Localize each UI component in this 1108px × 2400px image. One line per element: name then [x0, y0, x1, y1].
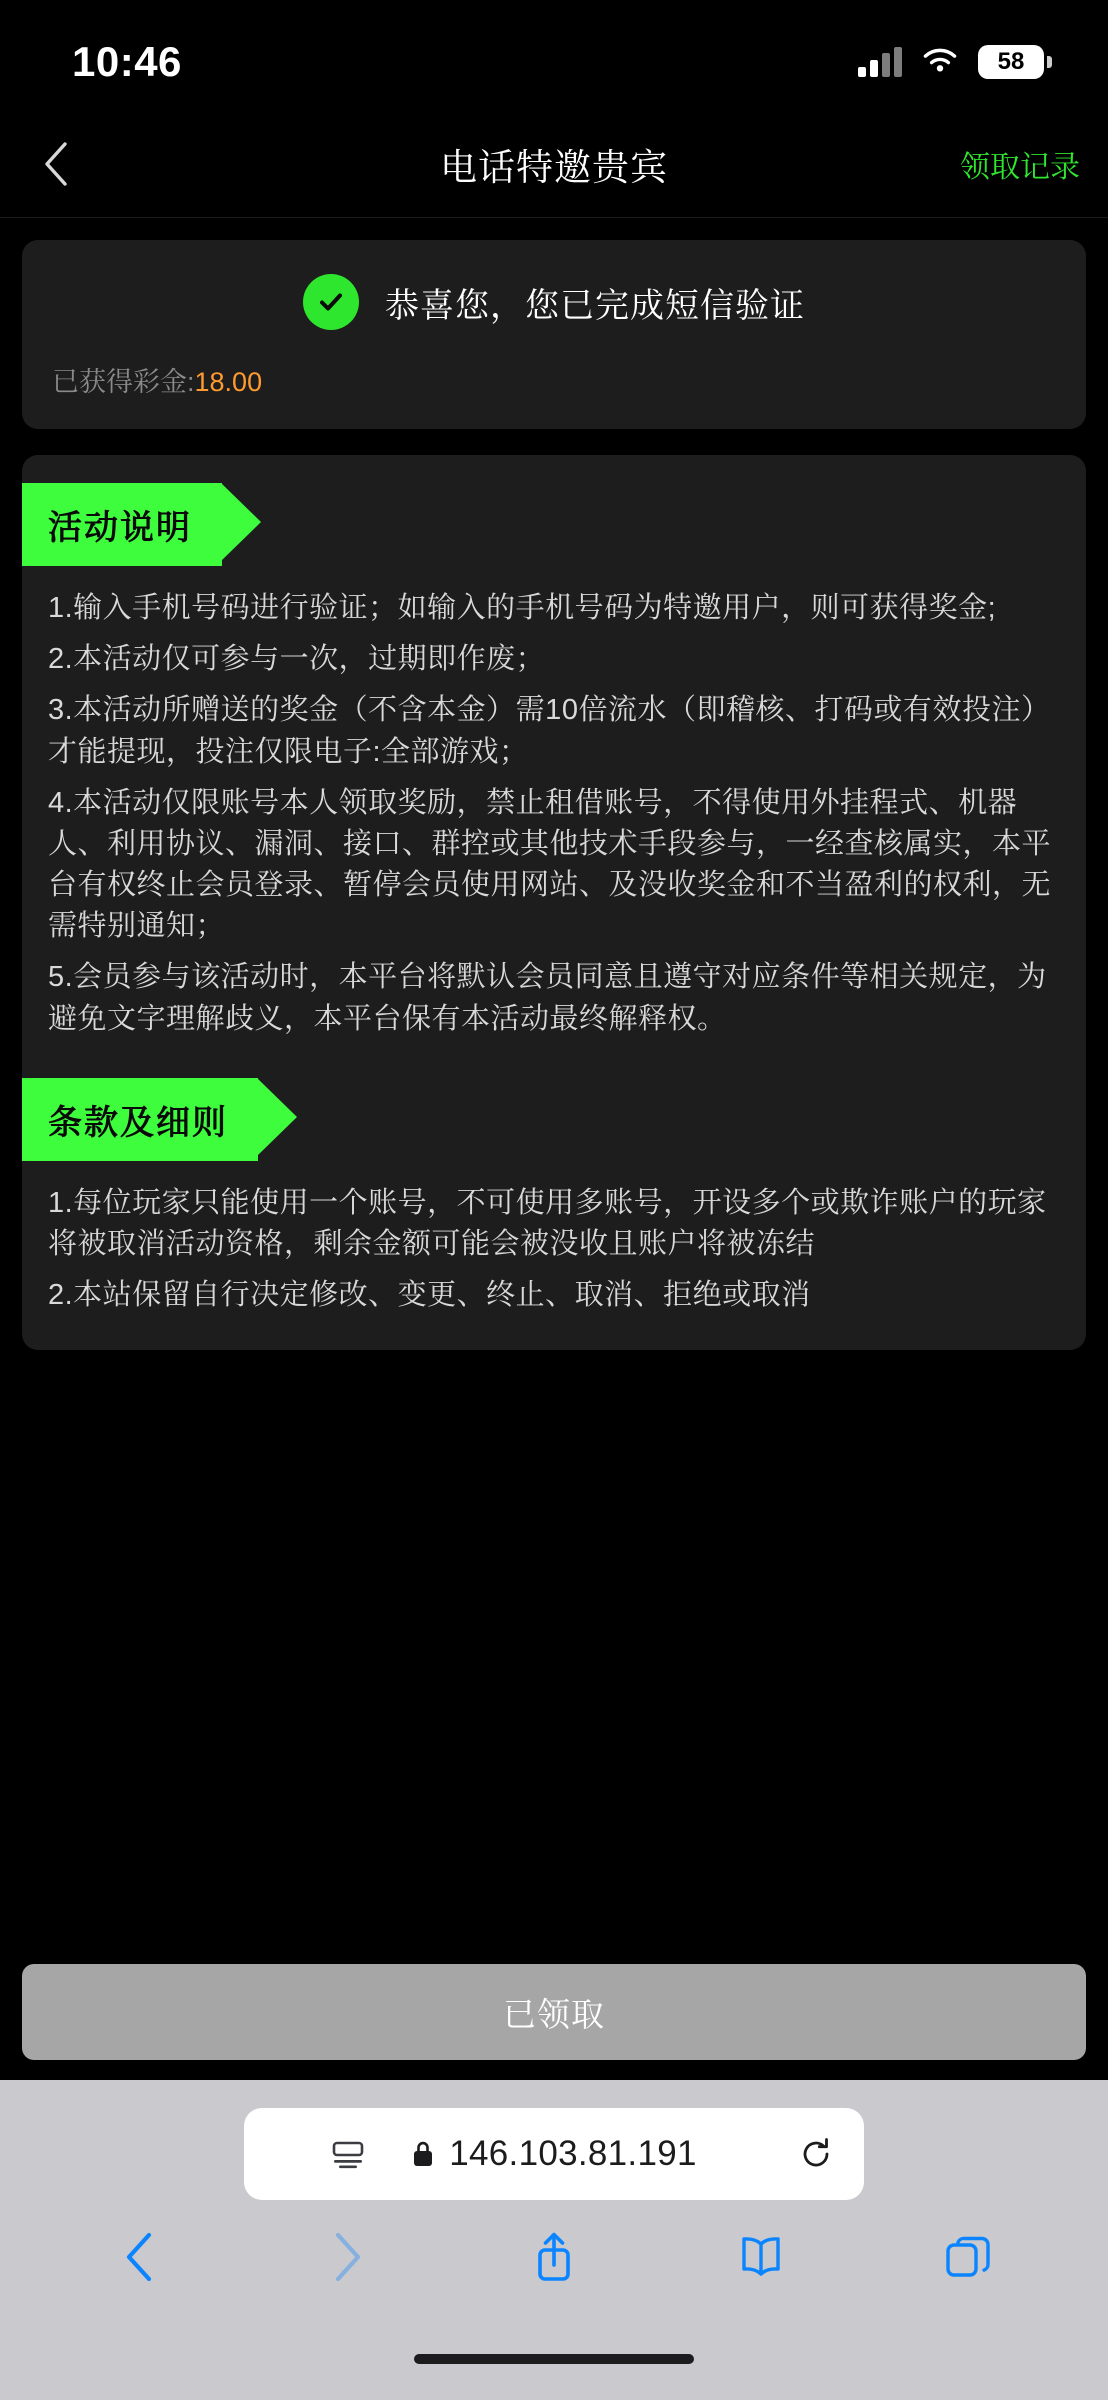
tabs-button[interactable] [928, 2217, 1008, 2297]
verification-result-header [52, 274, 1056, 330]
cellular-signal-icon [858, 47, 902, 77]
navigation-bar [0, 110, 1108, 218]
status-bar [0, 0, 1108, 110]
bookmarks-button[interactable] [721, 2217, 801, 2297]
forward-button[interactable] [307, 2217, 387, 2297]
section-title-activity-rules: 活动说明 [22, 483, 222, 566]
claim-button[interactable]: 已领取 [22, 1964, 1086, 2060]
reload-icon[interactable] [794, 2132, 838, 2176]
url-text: 146.103.81.191 [449, 2134, 697, 2173]
rule-line: 1.输入手机号码进行验证；如输入的手机号码为特邀用户，则可获得奖金; [48, 592, 997, 624]
address-bar[interactable] [244, 2108, 864, 2200]
rule-line: 5.会员参与该活动时，本平台将默认会员同意且遵守对应条件等相关规定，为避免文字理解歧义，本平台保有本活动最终解释权。 [48, 961, 1047, 1035]
home-indicator-area [0, 2350, 1108, 2400]
battery-level: 58 [997, 48, 1025, 75]
browser-toolbar [0, 2202, 1108, 2312]
bonus-amount-label: 已获得彩金: [52, 367, 195, 397]
back-button[interactable] [100, 2217, 180, 2297]
rule-line: 3.本活动所赠送的奖金（不含本金）需10倍流水（即稽核、打码或有效投注）才能提现，投注仅限电子:全部游戏； [48, 694, 1051, 768]
cta-container [0, 1940, 1108, 2080]
verification-result-card [22, 240, 1086, 429]
activity-rules-text [22, 588, 1086, 1040]
battery-icon [978, 45, 1044, 79]
page-settings-icon[interactable] [318, 2124, 378, 2184]
rule-line: 2.本活动仅可参与一次，过期即作废； [48, 643, 546, 676]
bonus-amount-value: 18.00 [194, 367, 263, 397]
back-button[interactable] [26, 134, 86, 194]
url-row [0, 2106, 1108, 2202]
status-time: 10:46 [72, 38, 182, 85]
lock-icon [411, 2139, 435, 2169]
terms-line: 1.每位玩家只能使用一个账号，不可使用多账号，开设多个或欺诈账户的玩家将被取消活动资格，剩余金额可能会被没收且账户将被冻结 [48, 1186, 1047, 1260]
verification-message: 恭喜您，您已完成短信验证 [385, 286, 805, 325]
terms-line: 2.本站保留自行决定修改、变更、终止、取消、拒绝或取消 [48, 1279, 811, 1312]
status-indicators [858, 31, 1044, 79]
page-title: 电话特邀贵宾 [440, 146, 668, 188]
bonus-amount-row [52, 360, 1056, 399]
wifi-icon [920, 47, 960, 77]
section-title-terms: 条款及细则 [22, 1078, 258, 1161]
claim-records-link[interactable]: 领取记录 [960, 150, 1080, 184]
page-content [0, 218, 1108, 1940]
share-button[interactable] [514, 2217, 594, 2297]
rules-panel [22, 455, 1086, 1350]
check-circle-icon [303, 274, 359, 330]
home-indicator[interactable] [414, 2354, 694, 2364]
terms-text [22, 1183, 1086, 1333]
browser-chrome [0, 2080, 1108, 2350]
rule-line: 4.本活动仅限账号本人领取奖励，禁止租借账号，不得使用外挂程式、机器人、利用协议、漏洞、接口、群控或其他技术手段参与，一经查核属实，本平台有权终止会员登录、暂停会员使用网站、及没收奖金和不当盈利的权利，无需特别通知； [48, 786, 1052, 943]
chevron-left-icon [43, 141, 69, 187]
content-fade [0, 1900, 1108, 1940]
